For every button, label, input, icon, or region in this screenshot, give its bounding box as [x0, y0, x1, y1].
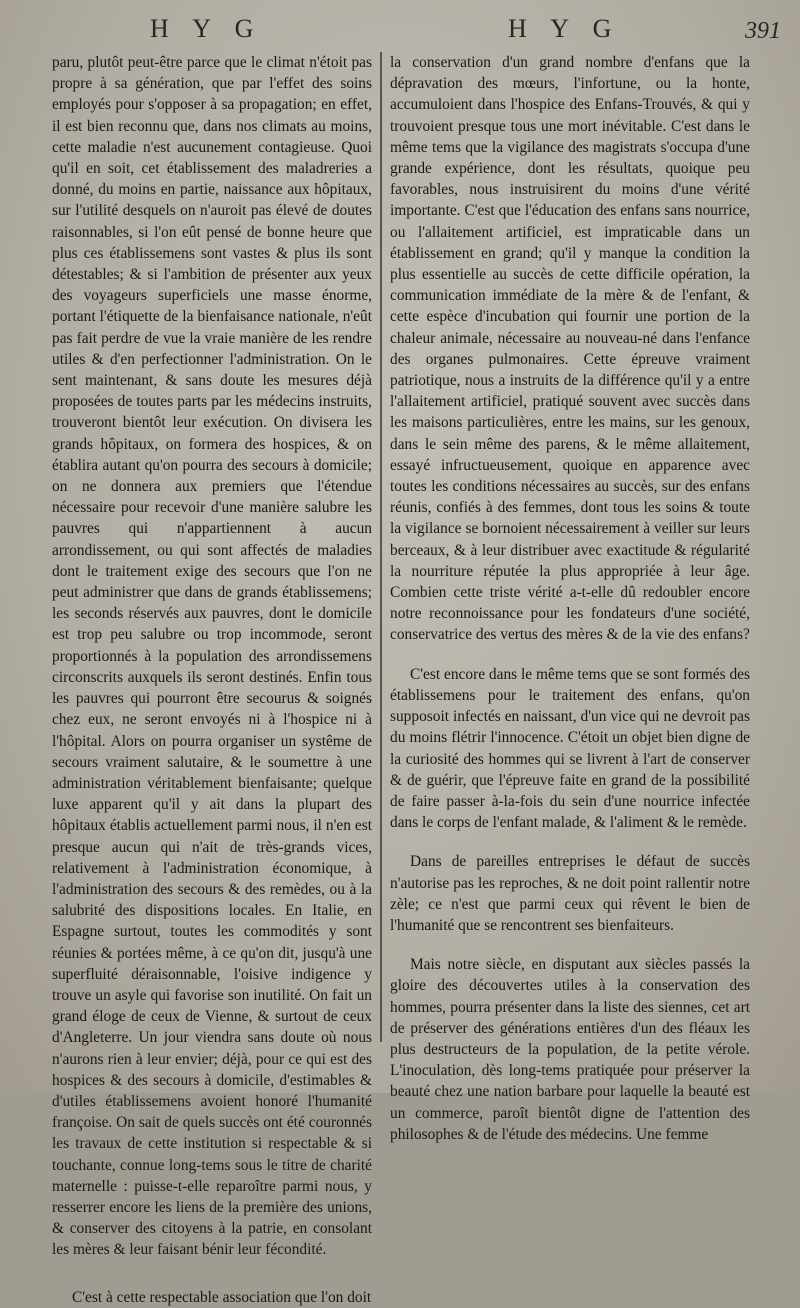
- left-column: [52, 52, 372, 1306]
- running-head-right: H Y G: [508, 14, 621, 43]
- right-column: [390, 52, 750, 1143]
- right-paragraph-4: Mais notre siècle, en disputant aux siècles passés la gloire des découvertes utiles à la conservation des hommes, pourra présenter dans la liste des siennes, cet art de préserver des générations entières d'un des fléaux les plus destructeurs de la population, de la petite vérole. L'inoculation, dès long-tems pratiquée pour préserver la beauté chez une nation barbare pour laquelle la beauté est un commerce, paroît bientôt digne de l'attention des philosophes & de l'étude des médecins. Une femme: [390, 956, 750, 1143]
- left-paragraph-1: paru, plutôt peut-être parce que le climat n'étoit pas propre à sa génération, que par l'effet des soins employés pour s'opposer à sa propagation; en effet, il est bien reconnu que, dans nos climats au moins, cette maladie n'est aucunement contagieuse. Quoi qu'il en soit, cet établissement des maladreries a donné, du moins en partie, naissance aux hôpitaux, sur l'utilité desquels on n'auroit pas élevé de doutes raisonnables, si l'on eût pensé de bonne heure que plus ces établissemens sont vastes & plus ils sont détestables; & si l'ambition de présenter aux yeux des voyageurs superficiels une masse énorme, portant l'étiquette de la bienfaisance nationale, n'eût pas fait perdre de vue la vraie manière de les rendre utiles & d'en perfectionner l'administration. On le sent maintenant, & sans doute les mesures déjà proposées de toutes parts par les médecins instruits, trouveront bientôt leur exécution. On divisera les grands hôpitaux, on formera des hospices, & on établira autant qu'on pourra des secours à domicile; on ne donnera aux premiers que l'étendue nécessaire pour recevoir d'une manière salubre les pauvres qui n'appartiennent à aucun arrondissement, ou qui sont affectés de maladies dont le traitement exige des secours que l'on ne peut administrer que dans de grands établissemens; les seconds réservés aux pauvres, dont le domicile est trop peu salubre ou trop incommode, seront proportionnés à la population des arrondissemens circonscrits auxquels ils seront destinés. Enfin tous les pauvres qui pourront être secourus & soignés chez eux, ne seront envoyés ni à l'hospice ni à l'hôpital. Alors on pourra organiser un systême de secours vraiment salutaire, & le soumettre à une administration véritablement bienfaisante; quelque luxe apparent qu'il y ait dans la plupart des hôpitaux établis actuellement parmi nous, il n'en est presque aucun qui n'ait de très-grands vices, relativement à l'administration économique, à l'administration des secours & des remèdes, ou à la salubrité des dispositions locales. En Italie, en Espagne surtout, toutes les commodités y sont réunies & portées même, à ce qu'on dit, jusqu'à une superfluité déraisonnable, l'oisive indigence y trouve un asyle qui favorise son inutilité. On fait un grand éloge de ceux de Vienne, & surtout de ceux d'Angleterre. Un jour viendra sans doute où nous n'aurons rien à leur envier; déjà, pour ce qui est des hospices & des secours à domicile, d'estimables & d'utiles établissemens avoient honoré l'humanité françoise. On sait de quels succès ont été couronnés les travaux de cette institution si respectable & si touchante, connue long-tems sous le titre de charité maternelle : puisse-t-elle reparoître parmi nous, y resserrer encore les liens de la première des unions, & conserver des citoyens à la patrie, en consolant les mères & leur faisant bénir leur fécondité.: [52, 54, 372, 1259]
- column-divider: [380, 52, 382, 1042]
- running-head-left: H Y G: [150, 14, 263, 43]
- right-paragraph-2: C'est encore dans le même tems que se sont formés des établissemens pour le traitement des enfans, qu'on supposoit infectés en naissant, d'un vice qui ne devroit pas du moins flétrir l'innocence. C'étoit un objet bien digne de la curiosité des hommes qui se livrent à l'art de conserver & de guérir, que l'épreuve faite en grand de la possibilité de faire passer à-la-fois du sein d'une nourrice infectée dans le corps de l'enfant malade, & l'aliment & le remède.: [390, 665, 750, 832]
- right-paragraph-3: Dans de pareilles entreprises le défaut de succès n'autorise pas les reproches, & ne doit point rallentir notre zèle; ce n'est que parmi ceux qui rêvent le bien de l'humanité que se rencontrent ses bienfaiteurs.: [390, 853, 750, 934]
- page-number: 391: [745, 18, 781, 44]
- right-paragraph-1: la conservation d'un grand nombre d'enfans que la dépravation des mœurs, l'infortune, ou la honte, accumuloient dans l'hospice des Enfans-Trouvés, & qui y trouvoient presque tous une mort inévitable. C'est dans le même tems que la vigilance des magistrats s'occupa d'une grande expérience, dont les résultats, quoique peu favorables, nous instruisirent du moins d'une vérité importante. C'est que l'éducation des enfans sans nourrice, ou l'allaitement artificiel, est impraticable dans un établissement en grand; qu'il y manque la condition la plus essentielle au succès de cette difficile opération, la communication immédiate de la mère & de l'enfant, & cette espèce d'incubation qui fournir une portion de la chaleur animale, nécessaire au nouveau-né dans l'enfance des organes pulmonaires. Cette épreuve vraiment patriotique, nous a instruits de la différence qu'il y a entre l'allaitement artificiel, pratiqué souvent avec succès dans les maisons particulières, entre les mains, sur les genoux, dans le sein même des parens, & le même allaitement, essayé infructueusement, quoique en apparence avec toutes les conditions nécessaires au succès, sur des enfans réunis, confiés à des femmes, dont tous les soins & toute la vigilance se bornoient nécessairement à veiller sur leurs berceaux, & à leur distribuer avec exactitude & régularité la nourriture réputée la plus appropriée à leur âge. Combien cette triste vérité a-t-elle dû redoubler encore notre reconnoissance pour les fondateurs d'une société, conservatrice des vertus des mères & de la vie des enfans?: [390, 54, 750, 644]
- left-paragraph-2: C'est à cette respectable association que l'on doit: [72, 1288, 372, 1306]
